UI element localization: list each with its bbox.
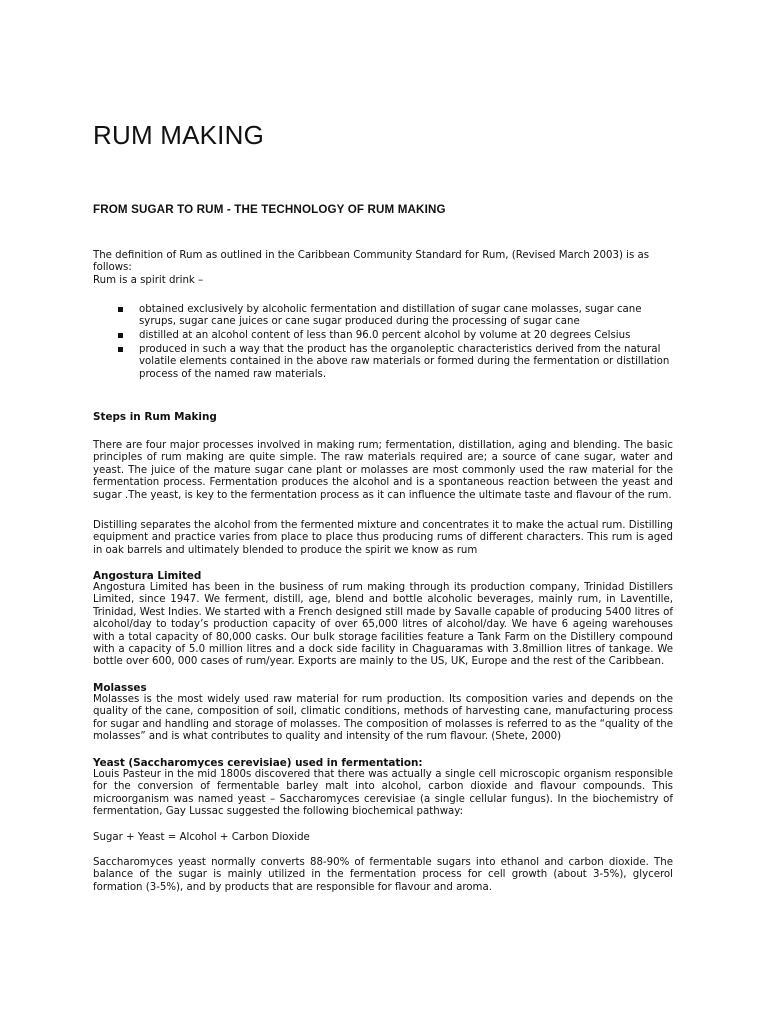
bullet-text: distilled at an alcohol content of less than 96.0 percent alcohol by volume at 20 degrees Celsius	[139, 330, 631, 342]
molasses-heading: Molasses	[93, 682, 147, 694]
fermentation-equation: Sugar + Yeast = Alcohol + Carbon Dioxide	[93, 832, 310, 843]
page-title: RUM MAKING	[93, 120, 264, 150]
square-bullet-icon	[118, 307, 123, 312]
bullet-text: obtained exclusively by alcoholic fermentation and distillation of sugar cane molasses, sugar cane syrups, sugar cane juices or cane sugar produced during the processing of sugar cane	[139, 304, 642, 328]
bullet-text: produced in such a way that the product has the organoleptic characteristics derived from the natural volatile elements contained in the above raw materials or formed during the fermentation or distillation process of the named raw materials.	[139, 344, 670, 380]
intro-paragraph: The definition of Rum as outlined in the Caribbean Community Standard for Rum, (Revised March 2003) is as follows:	[93, 250, 650, 274]
molasses-paragraph: Molasses is the most widely used raw material for rum production. Its composition varies and depends on the quality of the cane, composition of soil, climatic conditions, methods of harvesting cane, manufacturing process for sugar and handling and storage of molasses. The composition of molasses is referred to as the “quality of the molasses” and is what contributes to quality and intensity of the rum flavour. (Shete, 2000)	[93, 694, 673, 743]
page-subtitle: FROM SUGAR TO RUM - THE TECHNOLOGY OF RUM MAKING	[93, 203, 446, 216]
definition-bullet	[93, 344, 673, 381]
final-paragraph: Saccharomyces yeast normally converts 88-90% of fermentable sugars into ethanol and carbon dioxide. The balance of the sugar is mainly utilized in the fermentation process for cell growth (about 3-5%), glycerol formation (3-5%), and by products that are responsible for flavour and aroma.	[93, 857, 673, 893]
definition-bullet-list	[93, 304, 673, 383]
square-bullet-icon	[118, 333, 123, 338]
angostura-heading: Angostura Limited	[93, 570, 202, 582]
rum-definition-lead: Rum is a spirit drink –	[93, 275, 204, 286]
yeast-heading: Yeast (Saccharomyces cerevisiae) used in fermentation:	[93, 757, 423, 769]
angostura-paragraph: Angostura Limited has been in the business of rum making through its production company, Trinidad Distillers Limited, since 1947. We ferment, distill, age, blend and bottle alcoholic beverages, mainly rum, in Laventille, Trinidad, West Indies. We started with a French designed still made by Savalle capable of producing 5400 litres of alcohol/day to today’s production capacity of over 65,000 litres of alcohol/day. We have 6 ageing warehouses with a total capacity of 80,000 casks. Our bulk storage facilities feature a Tank Farm on the Distillery compound with a capacity of 5.0 million litres and a dock side facility in Chaguaramas with 3.8million litres of tankage. We bottle over 600, 000 cases of rum/year. Exports are mainly to the US, UK, Europe and the rest of the Caribbean.	[93, 582, 673, 668]
definition-bullet	[93, 330, 673, 342]
yeast-paragraph: Louis Pasteur in the mid 1800s discovered that there was actually a single cell microscopic organism responsible for the conversion of fermentable barley malt into alcohol, carbon dioxide and flavour compounds. This microorganism was named yeast – Saccharomyces cerevisiae (a single cellular fungus). In the biochemistry of fermentation, Gay Lussac suggested the following biochemical pathway:	[93, 769, 673, 818]
steps-heading: Steps in Rum Making	[93, 411, 217, 423]
square-bullet-icon	[118, 347, 123, 352]
definition-bullet	[93, 304, 673, 329]
steps-paragraph-1: There are four major processes involved in making rum; fermentation, distillation, aging and blending. The basic principles of rum making are quite simple. The raw materials required are; a source of cane sugar, water and yeast. The juice of the mature sugar cane plant or molasses are most commonly used the raw material for the fermentation process. Fermentation produces the alcohol and is a spontaneous reaction between the yeast and sugar .The yeast, is key to the fermentation process as it can influence the ultimate taste and flavour of the rum.	[93, 440, 673, 501]
steps-paragraph-2: Distilling separates the alcohol from the fermented mixture and concentrates it to make the actual rum. Distilling equipment and practice varies from place to place thus producing rums of different characters. This rum is aged in oak barrels and ultimately blended to produce the spirit we know as rum	[93, 520, 673, 556]
